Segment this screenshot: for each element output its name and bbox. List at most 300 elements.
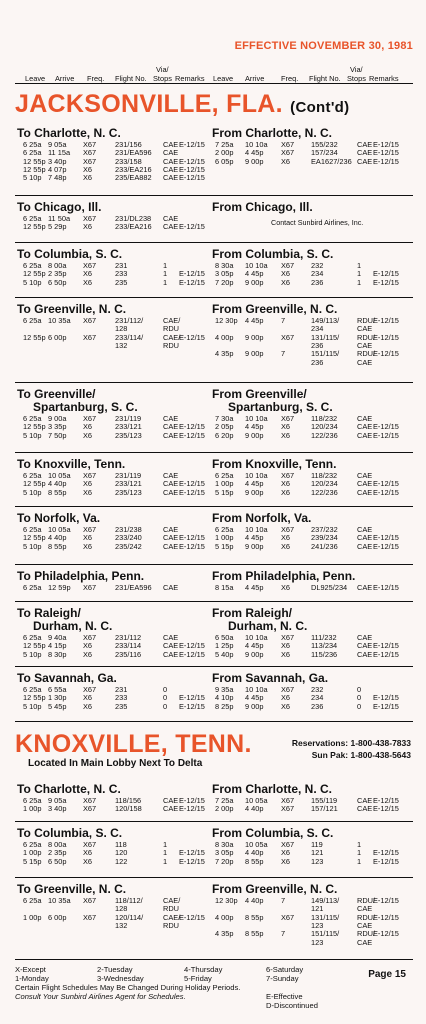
flight-cell: E-12/15: [179, 487, 205, 497]
flight-cell: E-12/15: [373, 848, 399, 858]
flight-cell: E-12/15: [373, 856, 399, 866]
contact-note: Contact Sunbird Airlines, Inc.: [271, 218, 364, 227]
flight-cell: 122/236: [311, 430, 338, 440]
flight-cell: CAE: [357, 148, 373, 158]
flight-cell: 5 15p: [215, 541, 234, 551]
flight-cell: 233/158: [115, 156, 142, 166]
flight-cell: 6 25a: [23, 148, 42, 158]
flight-cell: 6 25a: [23, 896, 42, 905]
flight-cell: 10 10a: [245, 414, 268, 423]
flight-cell: CAE: [163, 222, 179, 232]
flight-cell: X6: [281, 701, 291, 711]
flight-cell: X6: [83, 479, 93, 489]
flight-cell: 155/119: [311, 796, 338, 805]
flight-cell: 111/232: [311, 633, 337, 642]
flight-cell: X67: [281, 804, 295, 814]
flight-cell: 4 45p: [245, 583, 264, 592]
flight-cell: 131/115/: [311, 912, 340, 922]
flight-cell: X67: [281, 140, 295, 149]
flight-cell: 113/234: [311, 641, 338, 651]
flight-cell: 236: [311, 357, 324, 367]
flight-cell: CAE/: [163, 912, 181, 922]
flight-cell: X67: [281, 414, 295, 423]
flight-cell: 9 00p: [245, 541, 264, 551]
flight-cell: CAE: [163, 649, 179, 659]
flight-cell: E-12/15: [179, 332, 205, 342]
flight-cell: 5 40p: [215, 649, 234, 659]
flight-cell: CAE: [357, 533, 373, 543]
route-section: [15, 780, 413, 822]
flight-cell: RDU: [163, 920, 180, 930]
flight-cell: 120: [115, 848, 128, 858]
flight-cell: 232: [311, 261, 324, 270]
flight-cell: 131/115/: [311, 332, 340, 342]
flight-cell: 123: [311, 920, 324, 930]
col-via-2: Via/: [350, 65, 363, 74]
flight-cell: E-12/15: [179, 422, 205, 432]
flight-cell: 235/123: [115, 430, 142, 440]
flight-cell: 10 10a: [245, 633, 268, 642]
flight-cell: 149/113/: [311, 896, 340, 905]
flight-cell: 4 00p: [215, 912, 234, 922]
flight-cell: 0: [163, 685, 168, 694]
flight-cell: X6: [281, 269, 291, 279]
flight-cell: E-12/15: [179, 693, 205, 703]
flight-cell: 231/238: [115, 525, 142, 534]
flight-cell: X67: [83, 261, 97, 270]
flight-cell: CAE: [357, 541, 373, 551]
flight-cell: 118: [115, 840, 127, 849]
flight-cell: 12 30p: [215, 896, 238, 905]
flight-cell: X67: [83, 332, 97, 342]
flight-cell: X6: [83, 222, 93, 232]
flight-cell: RDU/: [357, 332, 376, 342]
from-origin-title: From Columbia, S. C.: [212, 247, 334, 261]
flight-cell: 235: [115, 701, 128, 711]
flight-cell: E-12/15: [373, 701, 399, 711]
flight-cell: E-12/15: [373, 332, 399, 342]
flight-cell: E-12/15: [179, 848, 205, 858]
flight-cell: 4 40p: [48, 479, 67, 489]
legend-eff: E-Effective: [266, 992, 303, 1001]
flight-cell: CAE: [163, 156, 179, 166]
flight-cell: E-12/15: [373, 796, 399, 805]
flight-cell: E-12/15: [373, 649, 399, 659]
flight-cell: 235/116: [115, 649, 142, 659]
flight-cell: CAE: [163, 471, 179, 480]
legend-wed: 3-Wednesday: [97, 974, 144, 983]
flight-cell: 1: [357, 848, 362, 858]
legend-thu: 4-Thursday: [184, 965, 223, 974]
flight-cell: E-12/15: [179, 804, 205, 814]
flight-cell: 10 10a: [245, 685, 268, 694]
flight-cell: CAE: [357, 140, 373, 149]
flight-cell: X6: [281, 430, 291, 440]
flight-cell: 4 40p: [245, 896, 264, 905]
to-destination-title: To Raleigh/: [17, 606, 81, 620]
flight-cell: E-12/15: [179, 641, 205, 651]
to-destination-title: To Greenville, N. C.: [17, 882, 127, 896]
flight-cell: 12 55p: [23, 222, 46, 232]
flight-cell: E-12/15: [179, 430, 205, 440]
flight-cell: 12 55p: [23, 479, 46, 489]
flight-cell: CAE: [163, 641, 179, 651]
flight-cell: 6 25a: [23, 261, 42, 270]
flight-cell: 12 55p: [23, 156, 46, 166]
flight-cell: 5 10p: [23, 430, 42, 440]
flight-cell: 155/232: [311, 140, 338, 149]
flight-cell: 241/236: [311, 541, 338, 551]
flight-cell: 12 59p: [48, 583, 71, 592]
flight-cell: 121: [311, 848, 324, 858]
flight-cell: E-12/15: [373, 583, 399, 592]
flight-cell: X67: [281, 148, 295, 158]
city-heading-knoxville: KNOXVILLE, TENN.: [15, 730, 252, 758]
route-section: [15, 824, 413, 878]
flight-cell: 8 00a: [48, 261, 67, 270]
flight-cell: 1 30p: [48, 693, 67, 703]
flight-cell: X6: [83, 848, 93, 858]
flight-cell: 122/236: [311, 487, 338, 497]
city-cont: (Cont'd): [290, 99, 350, 116]
flight-cell: 123: [311, 856, 324, 866]
from-origin-title: From Greenville, N. C.: [212, 882, 338, 896]
flight-cell: 1 00p: [215, 479, 234, 489]
flight-cell: 8 30a: [215, 261, 234, 270]
flight-cell: 10 05a: [245, 840, 268, 849]
flight-cell: X6: [281, 533, 291, 543]
flight-cell: X6: [83, 487, 93, 497]
flight-cell: 234: [311, 693, 324, 703]
flight-cell: 1 25p: [215, 641, 234, 651]
route-section: [15, 567, 413, 602]
flight-cell: X67: [83, 148, 97, 158]
flight-cell: 8 55p: [245, 929, 264, 939]
flight-cell: 118/232: [311, 414, 338, 423]
flight-cell: 132: [115, 340, 128, 350]
flight-cell: 5 15p: [23, 856, 42, 866]
flight-cell: X6: [281, 156, 291, 166]
flight-cell: 7 48p: [48, 173, 67, 183]
flight-cell: 4 40p: [245, 848, 264, 858]
flight-cell: 6 25a: [23, 583, 42, 592]
flight-cell: 128: [115, 324, 128, 334]
flight-cell: 9 40a: [48, 633, 67, 642]
flight-cell: 235/EA882: [115, 173, 152, 183]
flight-cell: X6: [281, 277, 291, 287]
flight-cell: 10 05a: [48, 525, 71, 534]
route-section: [15, 509, 413, 565]
flight-cell: 6 00p: [48, 332, 67, 342]
flight-cell: 6 25a: [23, 316, 42, 325]
city-heading-jacksonville: [15, 90, 349, 119]
flight-cell: 8 15a: [215, 583, 234, 592]
flight-cell: 9 05a: [48, 796, 67, 805]
flight-cell: CAE: [163, 422, 179, 432]
to-destination-title-line2: Spartanburg, S. C.: [33, 400, 138, 414]
flight-cell: 123: [311, 937, 324, 947]
flight-cell: 12 55p: [23, 641, 46, 651]
flight-cell: X6: [83, 701, 93, 711]
flight-cell: 9 00a: [48, 414, 67, 423]
from-origin-title: From Savannah, Ga.: [212, 671, 329, 685]
flight-cell: E-12/15: [373, 430, 399, 440]
flight-cell: CAE/: [163, 316, 181, 325]
flight-cell: CAE: [163, 583, 179, 592]
from-origin-title-line2: Spartanburg, S. C.: [228, 400, 333, 414]
flight-cell: 7: [281, 349, 286, 359]
flight-cell: 9 00p: [245, 332, 264, 342]
flight-cell: E-12/15: [179, 856, 205, 866]
flight-cell: E-12/15: [373, 156, 399, 166]
flight-cell: 7 30a: [215, 414, 234, 423]
flight-cell: 6 50p: [48, 856, 67, 866]
flight-cell: E-12/15: [373, 349, 399, 359]
flight-cell: CAE: [163, 796, 179, 805]
flight-cell: 7 20p: [215, 856, 234, 866]
flight-cell: CAE: [357, 340, 373, 350]
from-origin-title: From Charlotte, N. C.: [212, 126, 333, 140]
flight-cell: X67: [83, 633, 97, 642]
col-stops: Stops: [153, 74, 172, 83]
flight-cell: X6: [83, 422, 93, 432]
flight-cell: CAE: [163, 173, 179, 183]
from-origin-title: From Greenville, N. C.: [212, 302, 338, 316]
flight-cell: 1: [163, 848, 168, 858]
flight-cell: 6 25a: [23, 471, 42, 480]
flight-cell: 1: [163, 856, 168, 866]
flight-cell: 7 50p: [48, 430, 67, 440]
flight-cell: 12 55p: [23, 269, 46, 279]
flight-cell: X67: [281, 525, 295, 534]
flight-cell: E-12/15: [373, 896, 399, 905]
flight-cell: RDU: [163, 324, 180, 334]
flight-cell: CAE: [163, 633, 179, 642]
flight-cell: CAE: [357, 804, 373, 814]
flight-cell: 2 05p: [215, 422, 234, 432]
flight-cell: 1 00p: [23, 848, 42, 858]
flight-cell: 9 00p: [245, 649, 264, 659]
to-destination-title: To Greenville, N. C.: [17, 302, 127, 316]
flight-cell: E-12/15: [179, 479, 205, 489]
legend-sun: 7-Sunday: [266, 974, 299, 983]
flight-cell: 8 25p: [215, 701, 234, 711]
from-origin-title: From Greenville/: [212, 387, 307, 401]
flight-cell: 4 45p: [245, 422, 264, 432]
flight-cell: CAE: [357, 471, 373, 480]
flight-cell: RDU/: [357, 929, 376, 939]
flight-cell: 12 55p: [23, 693, 46, 703]
flight-cell: 6 25a: [23, 525, 42, 534]
flight-cell: 4 07p: [48, 164, 67, 174]
flight-cell: CAE: [357, 324, 373, 334]
flight-cell: 231/DL238: [115, 214, 152, 223]
flight-cell: 122: [115, 856, 128, 866]
flight-cell: X67: [83, 685, 97, 694]
flight-cell: X67: [83, 156, 97, 166]
flight-cell: 233: [115, 693, 128, 703]
legend-tue: 2-Tuesday: [97, 965, 133, 974]
flight-cell: E-12/15: [373, 148, 399, 158]
flight-cell: CAE: [357, 422, 373, 432]
flight-cell: 10 10a: [245, 140, 268, 149]
flight-cell: CAE/: [163, 332, 181, 342]
flight-cell: 1: [163, 840, 168, 849]
flight-cell: 0: [357, 701, 362, 711]
flight-cell: 2 35p: [48, 269, 67, 279]
flight-cell: E-12/15: [373, 693, 399, 703]
flight-cell: 4 45p: [245, 148, 264, 158]
flight-cell: 6 20p: [215, 430, 234, 440]
legend-mon: 1-Monday: [15, 974, 49, 983]
from-origin-title: From Chicago, Ill.: [212, 200, 313, 214]
flight-cell: 11 50a: [48, 214, 71, 223]
flight-cell: 149/113/: [311, 316, 340, 325]
flight-cell: CAE: [357, 479, 373, 489]
flight-cell: 0: [357, 693, 362, 703]
flight-cell: E-12/15: [373, 140, 399, 149]
flight-cell: 115/236: [311, 649, 338, 659]
to-destination-title: To Savannah, Ga.: [17, 671, 117, 685]
flight-cell: 231: [115, 261, 128, 270]
flight-cell: 5 10p: [23, 701, 42, 711]
flight-cell: 7 20p: [215, 277, 234, 287]
from-origin-title: From Raleigh/: [212, 606, 293, 620]
flight-cell: CAE: [357, 904, 373, 914]
sunpak-phone: Sun Pak: 1-800-438-5643: [311, 750, 411, 760]
col-flight-2: Flight No.: [309, 74, 341, 83]
flight-cell: CAE: [357, 649, 373, 659]
flight-cell: 1: [163, 269, 168, 279]
flight-cell: X67: [83, 316, 97, 325]
flight-cell: E-12/15: [179, 156, 205, 166]
flight-cell: E-12/15: [373, 422, 399, 432]
flight-cell: X67: [83, 796, 97, 805]
flight-cell: 11 15a: [48, 148, 71, 158]
flight-cell: X6: [83, 173, 93, 183]
flight-cell: 8 30a: [215, 840, 234, 849]
flight-cell: X67: [281, 471, 295, 480]
flight-cell: X67: [281, 332, 295, 342]
flight-cell: 5 10p: [23, 277, 42, 287]
flight-cell: CAE: [357, 641, 373, 651]
flight-cell: 2 00p: [215, 804, 234, 814]
from-origin-title-line2: Durham, N. C.: [228, 619, 308, 633]
page-number: Page 15: [368, 969, 406, 980]
flight-cell: 8 30p: [48, 649, 67, 659]
from-origin-title: From Columbia, S. C.: [212, 826, 334, 840]
flight-cell: CAE: [163, 430, 179, 440]
flight-cell: 4 45p: [245, 693, 264, 703]
flight-cell: CAE: [357, 487, 373, 497]
flight-cell: E-12/15: [373, 269, 399, 279]
flight-cell: 1: [357, 277, 362, 287]
located-note: Located In Main Lobby Next To Delta: [28, 758, 203, 769]
flight-cell: X6: [281, 856, 291, 866]
flight-cell: CAE: [163, 214, 179, 223]
flight-cell: RDU/: [357, 896, 376, 905]
flight-cell: E-12/15: [373, 316, 399, 325]
flight-cell: 231/119: [115, 414, 142, 423]
flight-cell: 12 55p: [23, 164, 46, 174]
flight-cell: 5 10p: [23, 649, 42, 659]
flight-cell: CAE: [357, 430, 373, 440]
flight-cell: 9 00p: [245, 487, 264, 497]
flight-cell: CAE: [357, 796, 373, 805]
col-flight: Flight No.: [115, 74, 147, 83]
flight-cell: 5 15p: [215, 487, 234, 497]
flight-cell: X67: [281, 840, 295, 849]
flight-cell: CAE: [357, 920, 373, 930]
flight-cell: 4 40p: [245, 804, 264, 814]
flight-cell: 6 25a: [23, 796, 42, 805]
flight-cell: 10 35a: [48, 896, 71, 905]
flight-cell: 2 00p: [215, 148, 234, 158]
route-section: [15, 385, 413, 453]
flight-cell: RDU: [163, 904, 180, 914]
flight-cell: 4 45p: [245, 316, 264, 325]
flight-cell: X6: [281, 479, 291, 489]
flight-cell: X67: [83, 896, 97, 905]
flight-cell: 120/114/: [115, 912, 144, 922]
flight-cell: 1: [357, 261, 362, 270]
flight-cell: 151/115/: [311, 349, 340, 359]
flight-cell: DL925/234: [311, 583, 348, 592]
route-section: [15, 245, 413, 298]
flight-cell: CAE: [163, 479, 179, 489]
flight-cell: 4 10p: [215, 693, 234, 703]
col-freq-2: Freq.: [281, 74, 299, 83]
from-origin-title: From Philadelphia, Penn.: [212, 569, 356, 583]
flight-cell: 1 00p: [23, 804, 42, 814]
flight-cell: 6 05p: [215, 156, 234, 166]
flight-cell: 231/119: [115, 471, 142, 480]
flight-cell: 236: [311, 701, 324, 711]
flight-cell: 10 05a: [48, 471, 71, 480]
flight-cell: 1: [357, 840, 362, 849]
flight-cell: CAE: [357, 583, 373, 592]
flight-cell: X67: [83, 471, 97, 480]
flight-cell: X67: [281, 685, 295, 694]
flight-cell: X6: [83, 693, 93, 703]
flight-cell: X6: [281, 641, 291, 651]
flight-cell: 10 10a: [245, 261, 268, 270]
flight-cell: X67: [281, 261, 295, 270]
flight-cell: 120/158: [115, 804, 142, 814]
flight-cell: X67: [83, 912, 97, 922]
flight-cell: X6: [281, 422, 291, 432]
flight-cell: 1 00p: [23, 912, 42, 922]
flight-cell: X67: [281, 633, 295, 642]
flight-cell: CAE: [163, 164, 179, 174]
flight-cell: X6: [281, 848, 291, 858]
flight-cell: E-12/15: [179, 701, 205, 711]
flight-cell: E-12/15: [179, 649, 205, 659]
flight-cell: 4 35p: [215, 349, 234, 359]
to-destination-title: To Charlotte, N. C.: [17, 782, 121, 796]
from-origin-title: From Knoxville, Tenn.: [212, 457, 337, 471]
route-section: [15, 124, 413, 196]
flight-cell: 10 35a: [48, 316, 71, 325]
flight-cell: X67: [281, 912, 295, 922]
flight-cell: 128: [115, 904, 128, 914]
flight-cell: CAE: [163, 525, 179, 534]
flight-cell: 157/121: [311, 804, 338, 814]
flight-cell: 6 00p: [48, 912, 67, 922]
flight-cell: E-12/15: [179, 533, 205, 543]
flight-cell: 231/112: [115, 633, 142, 642]
flight-cell: E-12/15: [373, 277, 399, 287]
